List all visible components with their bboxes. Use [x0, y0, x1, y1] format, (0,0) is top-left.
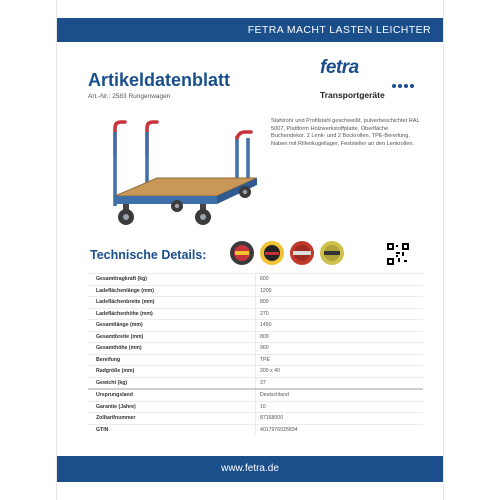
- top-banner: FETRA MACHT LASTEN LEICHTER: [57, 18, 443, 42]
- table-row: [88, 342, 423, 354]
- spec-value: 270: [260, 310, 269, 317]
- qr-code-icon: [387, 243, 409, 265]
- table-row: [88, 354, 423, 366]
- table-row: [88, 388, 423, 401]
- spec-label: Ladeflächenbreite (mm): [96, 299, 155, 305]
- column-divider: [255, 378, 256, 389]
- spec-label: Zolltarifnummer: [96, 415, 136, 421]
- total-stop-badge-icon: [289, 240, 315, 266]
- table-row: [88, 401, 423, 413]
- table-row: [88, 296, 423, 308]
- table-row: [88, 319, 423, 331]
- product-description: Stahlrohr und Profilstahl geschweißt, pulverbeschichtet RAL 5007, Plattform Holzwerkstoffplatte, Oberfläche Buchendekor. 2 Lenk- und 2 Bockrollen, TPE-Bereifung, Naben mit Rillenkugellager, Feststeller an den Lenkrollen.: [271, 118, 420, 147]
- table-row: [88, 412, 423, 424]
- ria-badge-icon: [319, 240, 345, 266]
- spec-value: Deutschland: [260, 392, 289, 398]
- spec-value: 600: [260, 276, 269, 282]
- spec-value: 809: [260, 333, 269, 340]
- datasheet-page: [57, 0, 443, 500]
- spec-label: Bereifung: [96, 356, 121, 363]
- table-row: [88, 365, 423, 377]
- column-divider: [255, 355, 256, 366]
- premium-badge-icon: [229, 240, 255, 266]
- spec-label: Ladeflächenhöhe (mm): [96, 310, 153, 317]
- spec-label: Gewicht (kg): [96, 379, 128, 386]
- spec-value: 960: [260, 345, 269, 351]
- column-divider: [255, 343, 256, 354]
- spec-value: 200 x 40: [260, 368, 280, 374]
- column-divider: [255, 425, 256, 436]
- spec-label: Garantie (Jahre): [96, 403, 136, 410]
- spec-value: 37: [260, 379, 266, 386]
- brand-subtitle: Transportgeräte: [320, 90, 385, 100]
- technical-details-heading: Technische Details:: [90, 248, 207, 262]
- spec-value: 87168000: [260, 415, 284, 421]
- footer-url: www.fetra.de: [57, 456, 443, 482]
- spec-value: 1450: [260, 322, 272, 328]
- column-divider: [255, 366, 256, 377]
- table-row: [88, 424, 423, 436]
- column-divider: [255, 274, 256, 285]
- table-row: [88, 308, 423, 320]
- spec-label: Gesamtbreite (mm): [96, 333, 144, 340]
- column-divider: [255, 309, 256, 320]
- spec-label: Gesamttragkraft (kg): [96, 276, 148, 282]
- article-number: Art.-Nr.: 2583 Rungenwagen: [88, 93, 171, 100]
- spec-value: TPE: [260, 356, 271, 363]
- spec-label: Gesamthöhe (mm): [96, 345, 142, 351]
- spec-value: 1200: [260, 287, 272, 294]
- spec-label: Ladeflächenlänge (mm): [96, 287, 154, 294]
- column-divider: [255, 320, 256, 331]
- logo-dots-icon: [390, 75, 414, 93]
- table-row: [88, 331, 423, 343]
- column-divider: [255, 390, 256, 401]
- quality-germany-badge-icon: [259, 240, 285, 266]
- spec-label: Ursprungsland: [96, 392, 133, 398]
- column-divider: [255, 402, 256, 413]
- spec-label: GTIN: [96, 426, 109, 433]
- table-row: [88, 377, 423, 389]
- platform-trolley-image: [97, 118, 267, 228]
- column-divider: [255, 286, 256, 297]
- page-title: Artikeldatenblatt: [88, 70, 231, 90]
- table-row: [88, 273, 423, 285]
- logo-text: fetra: [320, 57, 359, 78]
- spec-value: 10: [260, 403, 266, 410]
- column-divider: [255, 332, 256, 343]
- spec-label: Radgröße (mm): [96, 368, 135, 374]
- spec-value: 4017976025834: [260, 426, 298, 433]
- spec-table: [88, 273, 423, 435]
- table-row: [88, 285, 423, 297]
- column-divider: [255, 413, 256, 424]
- spec-label: Gesamtlänge (mm): [96, 322, 143, 328]
- column-divider: [255, 297, 256, 308]
- spec-value: 800: [260, 299, 269, 305]
